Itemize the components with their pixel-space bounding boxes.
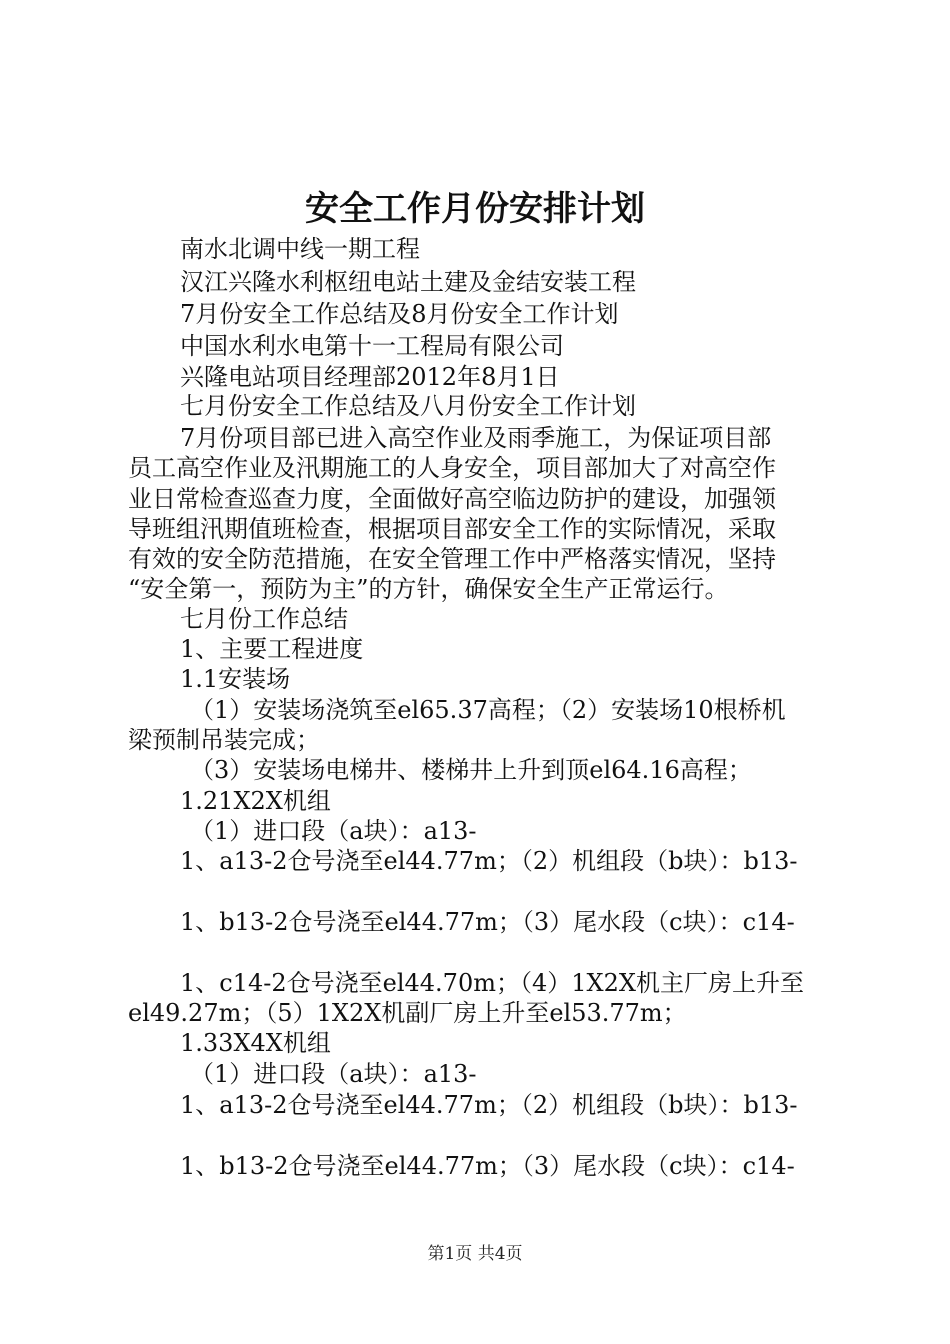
subsection-1-1-item: （1）安装场浇筑至el65.37高程；（2）安装场10根桥机 xyxy=(190,696,786,724)
subsection-1-3-line: 1、b13-2仓号浇至el44.77m；（3）尾水段（c块）：c14- xyxy=(180,1152,795,1180)
intro-paragraph-line: “安全第一，预防为主”的方针，确保安全生产正常运行。 xyxy=(128,575,729,603)
header-line-department-date: 兴隆电站项目经理部2012年8月1日 xyxy=(180,363,560,391)
intro-paragraph-line: 7月份项目部已进入高空作业及雨季施工，为保证项目部 xyxy=(180,424,772,452)
subsection-1-2-line: 1、c14-2仓号浇至el44.70m；（4）1X2X机主厂房上升至 xyxy=(180,969,804,997)
subsection-1-3-line: （1）进口段（a块）：a13- xyxy=(190,1060,477,1088)
intro-paragraph-line: 业日常检查巡查力度，全面做好高空临边防护的建设，加强领 xyxy=(128,485,776,513)
subsection-1-3-line: 1、a13-2仓号浇至el44.77m；（2）机组段（b块）：b13- xyxy=(180,1091,798,1119)
section-heading-progress: 1、主要工程进度 xyxy=(180,635,364,663)
subsection-1-1-item: （3）安装场电梯井、楼梯井上升到顶el64.16高程； xyxy=(190,756,752,784)
header-line-report-title: 7月份安全工作总结及8月份安全工作计划 xyxy=(180,300,619,328)
subsection-heading-1-2: 1.21X2X机组 xyxy=(180,787,331,815)
intro-paragraph-line: 员工高空作业及汛期施工的人身安全，项目部加大了对高空作 xyxy=(128,454,776,482)
header-line-engineering: 汉江兴隆水利枢纽电站土建及金结安装工程 xyxy=(180,268,636,296)
header-line-subtitle: 七月份安全工作总结及八月份安全工作计划 xyxy=(180,392,636,420)
subsection-1-2-line: el49.27m；（5）1X2X机副厂房上升至el53.77m； xyxy=(128,999,687,1027)
section-heading-summary: 七月份工作总结 xyxy=(180,605,348,633)
subsection-1-1-item: 梁预制吊装完成； xyxy=(128,726,320,754)
subsection-heading-1-3: 1.33X4X机组 xyxy=(180,1029,331,1057)
subsection-1-2-line: 1、a13-2仓号浇至el44.77m；（2）机组段（b块）：b13- xyxy=(180,847,798,875)
document-title: 安全工作月份安排计划 xyxy=(305,189,645,229)
intro-paragraph-line: 有效的安全防范措施，在安全管理工作中严格落实情况，坚持 xyxy=(128,545,776,573)
header-line-company: 中国水利水电第十一工程局有限公司 xyxy=(180,332,564,360)
subsection-heading-1-1: 1.1安装场 xyxy=(180,665,291,693)
subsection-1-2-line: 1、b13-2仓号浇至el44.77m；（3）尾水段（c块）：c14- xyxy=(180,908,795,936)
subsection-1-2-line: （1）进口段（a块）：a13- xyxy=(190,817,477,845)
header-line-project: 南水北调中线一期工程 xyxy=(180,235,420,263)
intro-paragraph-line: 导班组汛期值班检查，根据项目部安全工作的实际情况，采取 xyxy=(128,515,776,543)
page-footer: 第1页 共4页 xyxy=(427,1244,523,1264)
